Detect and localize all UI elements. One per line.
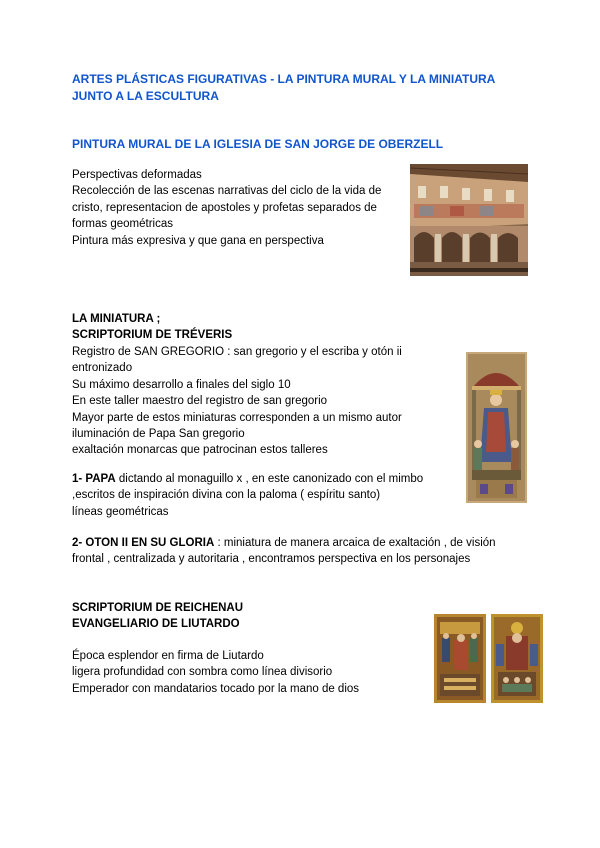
section3-line: ligera profundidad con sombra como línea divisorio xyxy=(72,666,333,679)
section3-headings xyxy=(72,600,243,633)
section2-body xyxy=(72,344,402,459)
section1-line: Perspectivas deformadas xyxy=(72,169,202,181)
oton-paragraph xyxy=(72,535,496,568)
section1-line: Recolección de las escenas narrativas del ciclo de la vida de xyxy=(72,185,382,198)
papa-line-2: ,escritos de inspiración divina con la paloma ( espíritu santo) xyxy=(72,489,381,502)
oton-label: 2- OTON II EN SU GLORIA xyxy=(72,537,215,549)
section1-line: Pintura más expresiva y que gana en perspectiva xyxy=(72,234,324,247)
section2-line: entronizado xyxy=(72,362,133,375)
miniatura-heading: LA MINIATURA ; xyxy=(72,313,161,325)
church-interior-image xyxy=(410,164,528,276)
section2-line: En este taller maestro del registro de san gregorio xyxy=(72,395,328,408)
oton-ii-miniature-image xyxy=(466,352,527,503)
section2-line: Su máximo desarrollo a finales del siglo 10 xyxy=(72,378,291,391)
liutardo-heading: EVANGELIARIO DE LIUTARDO xyxy=(72,618,240,631)
papa-paragraph xyxy=(72,471,423,520)
section2-line: exaltación monarcas que patrocinan estos talleres xyxy=(72,444,328,457)
section3-line: Época esplendor en firma de Liutardo xyxy=(72,650,264,662)
reichenau-heading: SCRIPTORIUM DE REICHENAU xyxy=(72,602,244,614)
oton-line-2: frontal , centralizada y autoritaria , encontramos perspectiva en los personajes xyxy=(72,553,471,566)
title-line-1: ARTES PLÁSTICAS FIGURATIVAS - LA PINTURA MURAL Y LA MINIATURA xyxy=(72,72,496,86)
document-title xyxy=(72,71,495,105)
papa-line-1: dictando al monaguillo x , en este canonizado con el mimbo xyxy=(115,473,424,485)
title-line-2: JUNTO A LA ESCULTURA xyxy=(72,89,219,103)
section-heading-oberzell: PINTURA MURAL DE LA IGLESIA DE SAN JORGE DE OBERZELL xyxy=(72,137,444,151)
oton-line-1: : miniatura de manera arcaica de exaltación , de visión xyxy=(214,537,496,549)
treveris-heading: SCRIPTORIUM DE TRÉVERIS xyxy=(72,329,233,342)
section2-headings xyxy=(72,311,232,344)
section2-line: Mayor parte de estos miniaturas corresponden a un mismo autor xyxy=(72,411,402,424)
section2-line: iluminación de Papa San gregorio xyxy=(72,428,245,441)
section3-body xyxy=(72,648,359,697)
papa-line-3: líneas geométricas xyxy=(72,505,169,518)
section3-line: Emperador con mandatarios tocado por la mano de dios xyxy=(72,682,360,695)
papa-label: 1- PAPA xyxy=(72,473,116,485)
section1-body xyxy=(72,167,381,249)
section1-line: formas geométricas xyxy=(72,218,173,231)
section1-line: cristo, representacion de apostoles y profetas separados de xyxy=(72,201,377,214)
liutardo-miniatures-image xyxy=(434,614,543,703)
section2-line: Registro de SAN GREGORIO : san gregorio y el escriba y otón ii xyxy=(72,346,402,358)
